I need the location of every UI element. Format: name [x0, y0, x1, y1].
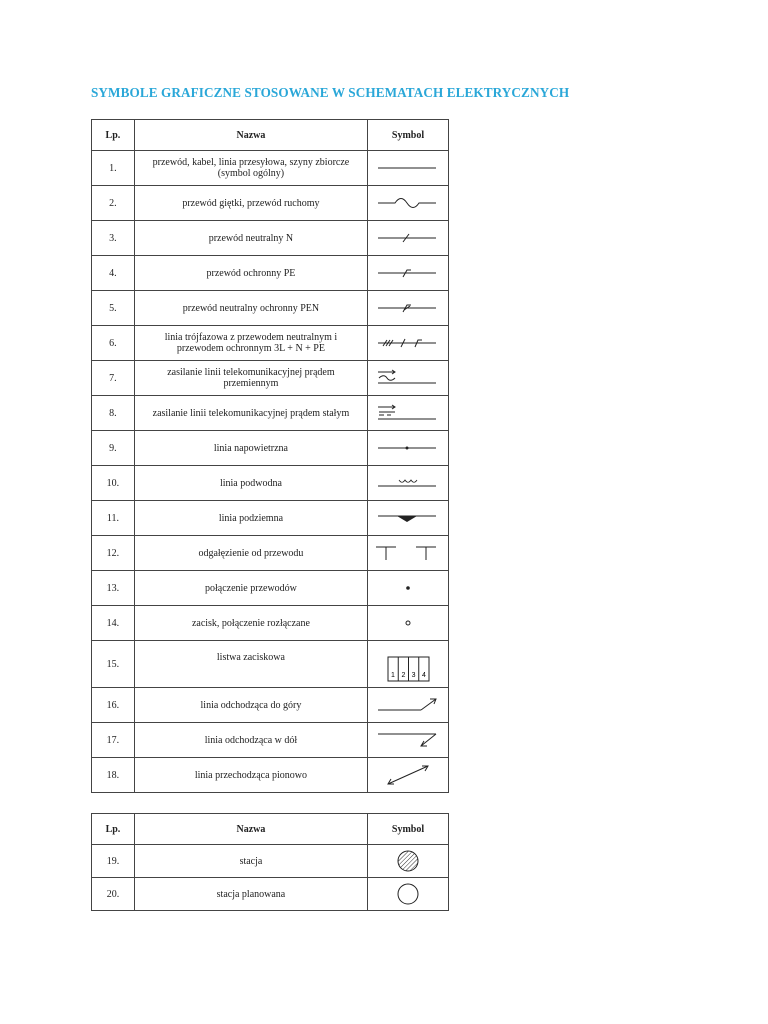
table-row	[92, 221, 449, 256]
three-phase-line-icon	[368, 326, 449, 361]
row-lp: 8.	[92, 396, 135, 431]
row-name: linia podziemna	[134, 501, 367, 536]
table-row	[92, 151, 449, 186]
header-lp: Lp.	[92, 120, 135, 151]
row-name: zasilanie linii telekomunikacyjnej prądem stałym	[134, 396, 367, 431]
table-row	[92, 291, 449, 326]
table-row	[92, 256, 449, 291]
line-down-icon	[368, 723, 449, 758]
strip-label: 2	[401, 672, 406, 679]
line-general-icon	[368, 151, 449, 186]
page-title: SYMBOLE GRAFICZNE STOSOWANE W SCHEMATACH ELEKTRYCZNYCH	[91, 85, 570, 100]
flexible-wire-icon	[368, 186, 449, 221]
junction-dot-icon	[368, 571, 449, 606]
row-lp: 14.	[92, 606, 135, 641]
table-row	[92, 536, 449, 571]
row-lp: 15.	[92, 641, 135, 688]
row-lp: 16.	[92, 688, 135, 723]
header-symbol: Symbol	[368, 120, 449, 151]
header-lp: Lp.	[92, 814, 135, 845]
row-lp: 12.	[92, 536, 135, 571]
row-lp: 13.	[92, 571, 135, 606]
table-row	[92, 571, 449, 606]
line-up-icon	[368, 688, 449, 723]
row-lp: 1.	[92, 151, 135, 186]
row-name-line2: przemiennym	[223, 378, 279, 389]
table-row	[92, 466, 449, 501]
row-name: stacja	[134, 845, 367, 878]
row-lp: 11.	[92, 501, 135, 536]
protective-wire-icon	[368, 256, 449, 291]
row-name: przewód giętki, przewód ruchomy	[134, 186, 367, 221]
symbols-table-2	[91, 813, 449, 911]
underground-line-icon	[368, 501, 449, 536]
header-name: Nazwa	[134, 120, 367, 151]
station-icon	[368, 845, 449, 878]
row-lp: 5.	[92, 291, 135, 326]
row-name: odgałęzienie od przewodu	[134, 536, 367, 571]
row-lp: 20.	[92, 878, 135, 911]
strip-label: 4	[421, 672, 426, 679]
table-row	[92, 641, 449, 688]
row-name: zacisk, połączenie rozłączane	[134, 606, 367, 641]
symbols-table-1	[91, 119, 449, 793]
row-name: stacja planowana	[134, 878, 367, 911]
row-name-line1: linia trójfazowa z przewodem neutralnym i	[164, 332, 338, 343]
strip-label: 3	[411, 672, 416, 679]
row-lp: 18.	[92, 758, 135, 793]
row-lp: 2.	[92, 186, 135, 221]
row-name	[134, 151, 367, 186]
telecom-dc-icon	[368, 396, 449, 431]
row-name-line1: przewód, kabel, linia przesyłowa, szyny zbiorcze	[152, 157, 350, 168]
row-name-line1: zasilanie linii telekomunikacyjnej prądem	[167, 367, 335, 378]
row-name: linia podwodna	[134, 466, 367, 501]
row-name	[134, 326, 367, 361]
row-name: przewód neutralny ochronny PEN	[134, 291, 367, 326]
header-name: Nazwa	[134, 814, 367, 845]
row-lp: 10.	[92, 466, 135, 501]
row-lp: 17.	[92, 723, 135, 758]
row-name: przewód ochronny PE	[134, 256, 367, 291]
row-name: przewód neutralny N	[134, 221, 367, 256]
row-name-line2: przewodem ochronnym 3L + N + PE	[176, 343, 325, 354]
row-name	[134, 361, 367, 396]
row-lp: 3.	[92, 221, 135, 256]
table-row	[92, 878, 449, 911]
table-row	[92, 326, 449, 361]
neutral-wire-icon	[368, 221, 449, 256]
row-lp: 6.	[92, 326, 135, 361]
row-lp: 19.	[92, 845, 135, 878]
row-name-line2: (symbol ogólny)	[217, 168, 285, 179]
terminal-icon	[368, 606, 449, 641]
row-name: linia przechodząca pionowo	[134, 758, 367, 793]
table-row	[92, 845, 449, 878]
table-row	[92, 396, 449, 431]
row-name: listwa zaciskowa	[134, 641, 367, 688]
row-lp: 9.	[92, 431, 135, 466]
row-name: połączenie przewodów	[134, 571, 367, 606]
line-vertical-icon	[368, 758, 449, 793]
table-header-row	[92, 120, 449, 151]
pen-wire-icon	[368, 291, 449, 326]
table-row	[92, 361, 449, 396]
overhead-line-icon	[368, 431, 449, 466]
row-lp: 4.	[92, 256, 135, 291]
table-header-row	[92, 814, 449, 845]
row-name: linia odchodząca w dół	[134, 723, 367, 758]
terminal-strip-icon	[368, 641, 449, 688]
table-row	[92, 606, 449, 641]
row-lp: 7.	[92, 361, 135, 396]
row-name: linia odchodząca do góry	[134, 688, 367, 723]
table-row	[92, 688, 449, 723]
table-row	[92, 186, 449, 221]
planned-station-icon	[368, 878, 449, 911]
telecom-ac-icon	[368, 361, 449, 396]
table-row	[92, 758, 449, 793]
header-symbol: Symbol	[368, 814, 449, 845]
row-name: linia napowietrzna	[134, 431, 367, 466]
underwater-line-icon	[368, 466, 449, 501]
table-row	[92, 723, 449, 758]
table-row	[92, 431, 449, 466]
branch-icon	[368, 536, 449, 571]
table-row	[92, 501, 449, 536]
strip-label: 1	[391, 672, 395, 679]
